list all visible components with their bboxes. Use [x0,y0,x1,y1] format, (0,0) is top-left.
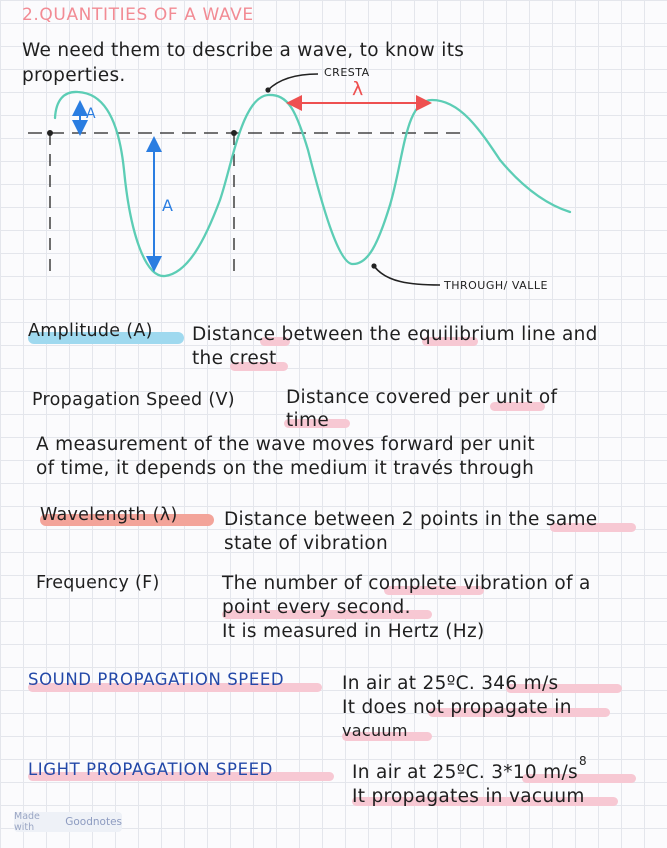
goodnotes-watermark [14,812,122,832]
frequency-def-line-1: The number of complete vibration of a [222,573,591,594]
wave-diagram [0,0,667,300]
light-exponent: 8 [579,754,587,768]
intro-line-2: properties. [22,65,126,86]
sound-line-1: In air at 25ºC. 346 m/s [342,673,559,694]
wavelength-term: Wavelength (λ) [40,505,178,525]
trough-point [371,263,376,268]
amplitude-term: Amplitude (A) [28,321,153,341]
guide-point-left [47,130,53,136]
amplitude-def-line-2: the crest [192,348,277,369]
frequency-def-line-2: point every second. [222,597,411,618]
watermark-brand: Goodnotes [65,816,122,828]
intro-line-1: We need them to describe a wave, to know its [22,40,465,61]
sound-heading: SOUND PROPAGATION SPEED [28,670,285,689]
watermark-prefix: Made with [14,811,40,833]
light-heading: LIGHT PROPAGATION SPEED [28,760,273,779]
frequency-term: Frequency (F) [36,573,160,593]
cresta-pointer [268,74,318,90]
speed-def-line-2: time [286,410,329,431]
speed-note-line-2: of time, it depends on the medium it través through [36,458,535,479]
speed-def-line-1: Distance covered per unit of [286,387,558,408]
sound-line-2: It does not propagate in [342,697,572,718]
cresta-label: CRESTA [324,66,370,79]
sound-line-3: vacuum [342,721,408,740]
wave-curve [55,92,570,276]
wavelength-def-line-2: state of vibration [224,533,389,554]
light-line-1: In air at 25ºC. 3*10 m/s [352,762,578,783]
guide-point-right [231,130,237,136]
trough-pointer [374,266,440,285]
lambda-label: λ [352,78,364,100]
frequency-def-line-3: It is measured in Hertz (Hz) [222,621,485,642]
amplitude-large-label: A [162,196,174,215]
speed-term: Propagation Speed (V) [32,390,235,410]
cresta-point [265,87,270,92]
light-line-2: It propagates in vacuum [352,786,585,807]
page-title: 2.QUANTITIES OF A WAVE [22,5,254,25]
trough-label: THROUGH/ VALLE [444,279,548,292]
amplitude-small-label: A [86,106,96,122]
speed-note-line-1: A measurement of the wave moves forward per unit [36,434,535,455]
amplitude-def-line-1: Distance between the equilibrium line and [192,324,598,345]
wavelength-def-line-1: Distance between 2 points in the same [224,509,598,530]
